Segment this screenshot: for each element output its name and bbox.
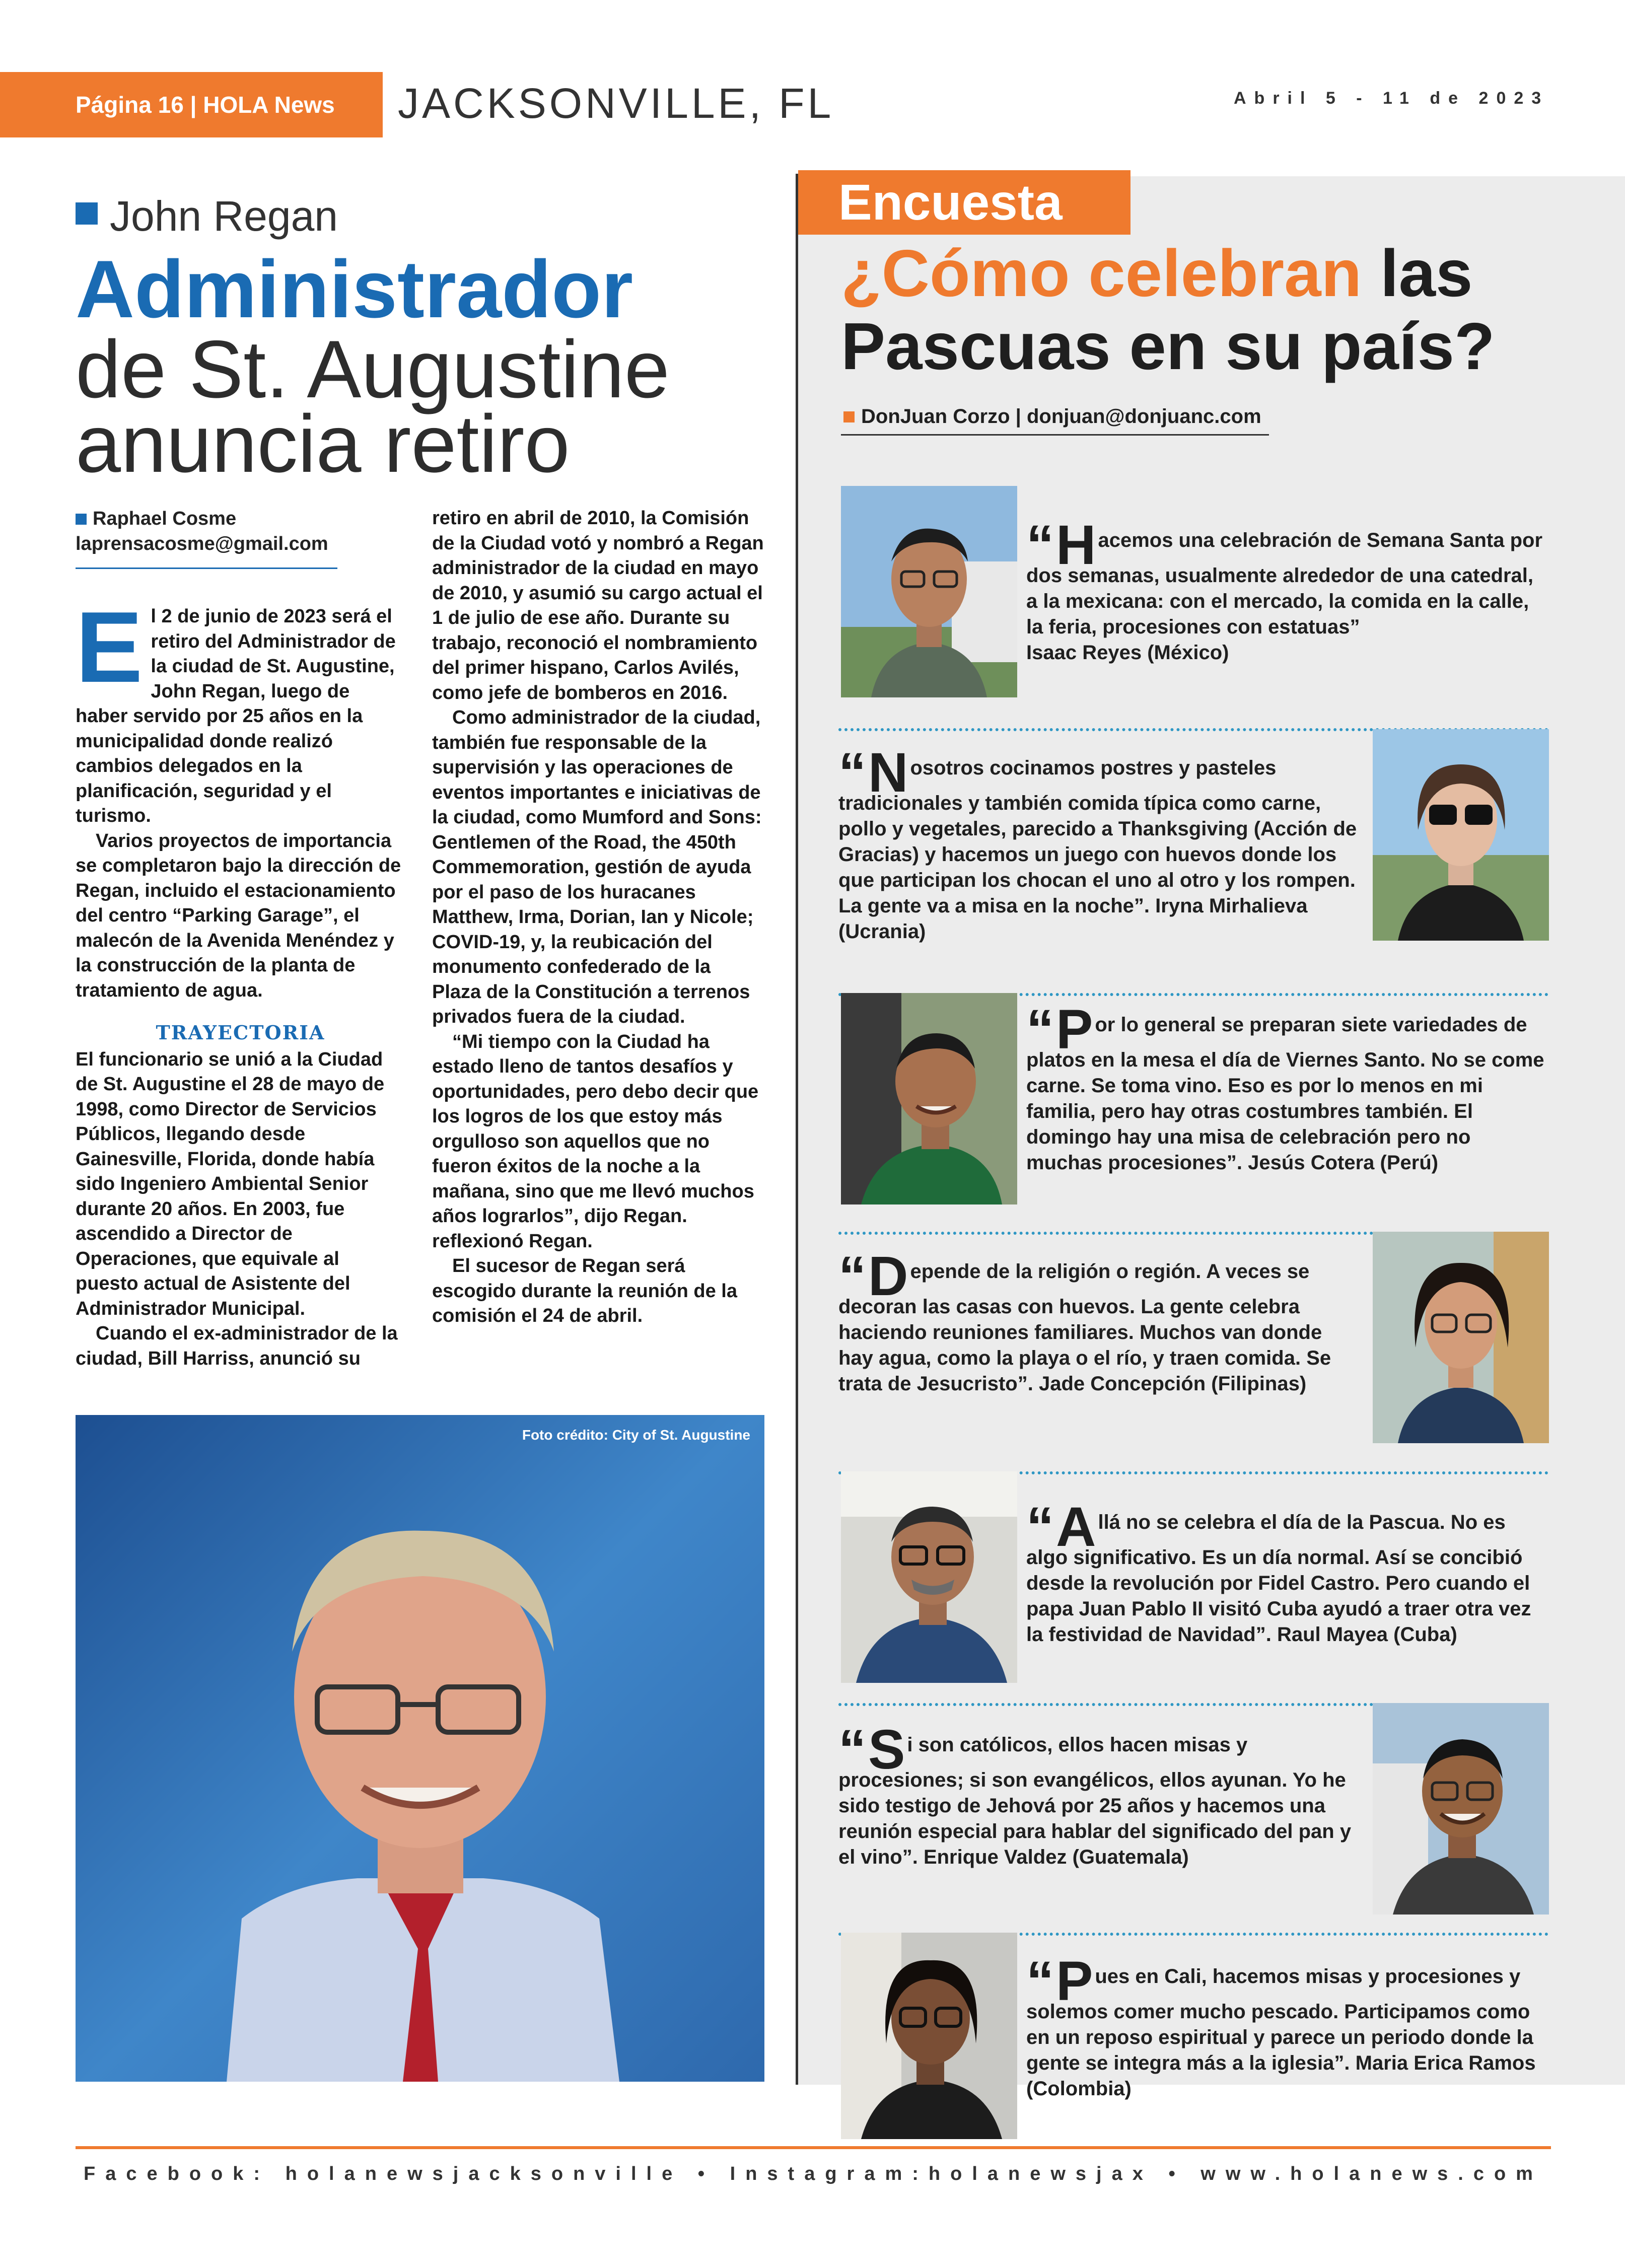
quote-text: llá no se celebra el día de la Pascua. No es algo significativo. Es un día normal. Así se concibió desde la revolución por Fidel Castro. Pero cuando el papa Juan Pablo II visitó Cuba ayudó a traer otra vez la festividad de Navidad”. bbox=[1026, 1511, 1531, 1646]
respondent-photo bbox=[841, 993, 1017, 1204]
respondent-photo bbox=[841, 1471, 1017, 1683]
quote-text: i son católicos, ellos hacen misas y procesiones; si son evangélicos, ellos ayunan. Yo he sido testigo de Jehová por 25 años y hacemos una reunión especial para hablar del significado del pan y el vino”. bbox=[838, 1734, 1352, 1868]
photo-credit: Foto crédito: City of St. Augustine bbox=[522, 1427, 750, 1443]
quote-initial: S bbox=[868, 1719, 905, 1781]
respondent-photo bbox=[841, 486, 1017, 697]
quote-text: acemos una celebración de Semana Santa por dos semanas, usualmente alrededor de una catedral, a la mexicana: con el mercado, la comida en la calle, la feria, procesiones con estatuas” bbox=[1026, 529, 1543, 638]
paragraph: retiro en abril de 2010, la Comisión de la Ciudad votó y nombró a Regan administrador de la ciudad en mayo de 2010, y asumió su cargo actual el 1 de julio de ese año. Durante su trabajo, reconoció el nombramiento del primer hispano, Carlos Avilés, como jefe de bomberos en 2016. bbox=[432, 508, 764, 703]
author-email[interactable]: laprensacosme@gmail.com bbox=[76, 533, 328, 554]
respondent-photo bbox=[1373, 1232, 1549, 1443]
survey-quote bbox=[1026, 514, 1545, 666]
respondent-name: Maria Erica Ramos (Colombia) bbox=[1026, 2052, 1536, 2100]
title-dark-2: Pascuas en su país? bbox=[841, 309, 1495, 383]
article-column-2 bbox=[432, 506, 764, 1329]
respondent-name: Isaac Reyes (México) bbox=[1026, 642, 1229, 664]
john-regan-photo bbox=[76, 1415, 764, 2082]
kicker-square-icon bbox=[76, 202, 98, 225]
survey-quote bbox=[1026, 1496, 1545, 1648]
open-quote-mark: “ bbox=[1026, 999, 1054, 1060]
paragraph: “Mi tiempo con la Ciudad ha estado lleno de tantos desafíos y oportunidades, pero debo decir que los logros de los que estoy más orgulloso son aquellos que no fueron éxitos de la noche a la mañana, sino que me llevó muchos años lograrlos”, dijo Regan. reflexionó Regan. bbox=[432, 1031, 759, 1252]
quote-text: or lo general se preparan siete variedades de platos en la mesa el día de Viernes Santo. No se come carne. Se toma vino. Eso es por lo menos en mi familia, pero hay otras costumbres también. El domingo hay una misa de celebración pero no muchas procesiones”. bbox=[1026, 1014, 1544, 1174]
survey-quote bbox=[838, 742, 1357, 945]
headline-rest: de St. Augustine anuncia retiro bbox=[76, 324, 670, 489]
headline-bold: Administrador bbox=[76, 244, 633, 335]
survey-tab: Encuesta bbox=[798, 170, 1131, 235]
open-quote-mark: “ bbox=[1026, 1496, 1054, 1558]
footer-social-links: Facebook: holanewsjacksonville • Instagram:holanewsjax • www.holanews.com bbox=[84, 2163, 1543, 2184]
city-name: JACKSONVILLE, FL bbox=[398, 80, 834, 127]
respondent-name: Jesús Cotera (Perú) bbox=[1248, 1152, 1439, 1174]
title-dark-1: las bbox=[1380, 236, 1473, 310]
footer-rule bbox=[76, 2146, 1551, 2149]
column-divider bbox=[796, 174, 798, 2085]
paragraph: El funcionario se unió a la Ciudad de St. Augustine el 28 de mayo de 1998, como Director de Servicios Públicos, llegando desde Gainesville, Florida, donde había sido Ingeniero Ambiental Senior durante 20 años. En 2003, fue ascendido a Director de Operaciones, que equivale al puesto actual de Asistente del Administrador Municipal. bbox=[76, 1048, 385, 1319]
byline-square-icon bbox=[76, 514, 87, 525]
quote-initial: N bbox=[868, 742, 908, 804]
quote-initial: P bbox=[1056, 999, 1093, 1060]
paragraph: Varios proyectos de importancia se completaron bajo la dirección de Regan, incluido el estacionamiento del centro “Parking Garage”, el malecón de la Avenida Menéndez y la construcción de la planta de tratamiento de agua. bbox=[76, 830, 401, 1001]
author-rule bbox=[841, 434, 1269, 436]
section-subhead: TRAYECTORIA bbox=[156, 1021, 325, 1044]
open-quote-mark: “ bbox=[838, 1245, 866, 1307]
respondent-photo bbox=[841, 1933, 1017, 2139]
respondent-name: Iryna Mirhalieva (Ucrania) bbox=[838, 895, 1308, 943]
quote-initial: H bbox=[1056, 514, 1096, 576]
paragraph: El sucesor de Regan será escogido durante la reunión de la comisión el 24 de abril. bbox=[432, 1255, 737, 1326]
survey-quote bbox=[838, 1245, 1357, 1397]
paragraph: Cuando el ex-administrador de la ciudad, Bill Harriss, anunció su bbox=[76, 1323, 398, 1369]
quote-initial: P bbox=[1056, 1950, 1093, 2012]
open-quote-mark: “ bbox=[1026, 514, 1054, 576]
quote-text: osotros cocinamos postres y pasteles tradicionales y también comida típica como carne, pollo y vegetales, parecido a Thanksgiving (Acción de Gracias) y hacemos un juego con huevos donde los que participan los chocan el uno al otro y los rompen. La gente va a misa en la noche”. bbox=[838, 757, 1357, 917]
page-label: Página 16 | HOLA News bbox=[0, 72, 383, 137]
respondent-name: Jade Concepción (Filipinas) bbox=[1038, 1373, 1307, 1395]
quote-initial: A bbox=[1056, 1496, 1096, 1558]
survey-quote bbox=[1026, 1950, 1545, 2102]
respondent-name: Raul Mayea (Cuba) bbox=[1277, 1623, 1457, 1646]
author-name: Raphael Cosme bbox=[93, 508, 237, 529]
respondent-photo bbox=[1373, 729, 1549, 941]
quote-initial: D bbox=[868, 1245, 908, 1307]
survey-author: DonJuan Corzo | donjuan@donjuanc.com bbox=[861, 405, 1261, 428]
dropcap: E bbox=[76, 591, 143, 703]
paragraph: Como administrador de la ciudad, también fue responsable de la supervisión y las operaciones de eventos importantes e iniciativas de la ciudad, como Mumford and Sons: Gentlemen of the Road, the 450th Commemoration, gestión de ayuda por el paso de los huracanes Matthew, Irma, Dorian, Ian y Nicole; COVID-19, y, la reubicación del monumento confederado de la Plaza de la Constitución a terrenos privados fuera de la ciudad. bbox=[432, 707, 762, 1027]
author-square-icon bbox=[843, 411, 855, 422]
survey-title bbox=[841, 237, 1495, 383]
survey-quote bbox=[1026, 999, 1545, 1176]
portrait-illustration bbox=[76, 1415, 764, 2082]
byline bbox=[76, 506, 337, 569]
quote-text: epende de la religión o región. A veces se decoran las casas con huevos. La gente celebra haciendo reuniones familiares. Muchos van donde hay agua, como la playa o el río, y traen comida. Se trata de Jesucristo”. bbox=[838, 1260, 1331, 1395]
respondent-photo bbox=[1373, 1703, 1549, 1915]
article-column-1 bbox=[76, 591, 405, 1371]
title-orange: ¿Cómo celebran bbox=[841, 236, 1362, 310]
quote-text: ues en Cali, hacemos misas y procesiones y solemos comer mucho pescado. Participamos como en un reposo espiritual y parece un periodo donde la gente se integra más a la iglesia”. bbox=[1026, 1965, 1533, 2074]
open-quote-mark: “ bbox=[838, 1719, 866, 1781]
paragraph: l 2 de junio de 2023 será el retiro del Administrador de la ciudad de St. Augustine, John Regan, luego de haber servido por 25 años en la municipalidad donde realizó cambios delegados en la planificación, seguridad y el turismo. bbox=[76, 606, 396, 826]
respondent-name: Enrique Valdez (Guatemala) bbox=[923, 1846, 1189, 1868]
issue-date: Abril 5 - 11 de 2023 bbox=[1234, 89, 1549, 108]
article-kicker: John Regan bbox=[110, 192, 338, 240]
open-quote-mark: “ bbox=[838, 742, 866, 804]
survey-quote bbox=[838, 1719, 1357, 1870]
open-quote-mark: “ bbox=[1026, 1950, 1054, 2012]
byline-rule bbox=[76, 568, 337, 569]
